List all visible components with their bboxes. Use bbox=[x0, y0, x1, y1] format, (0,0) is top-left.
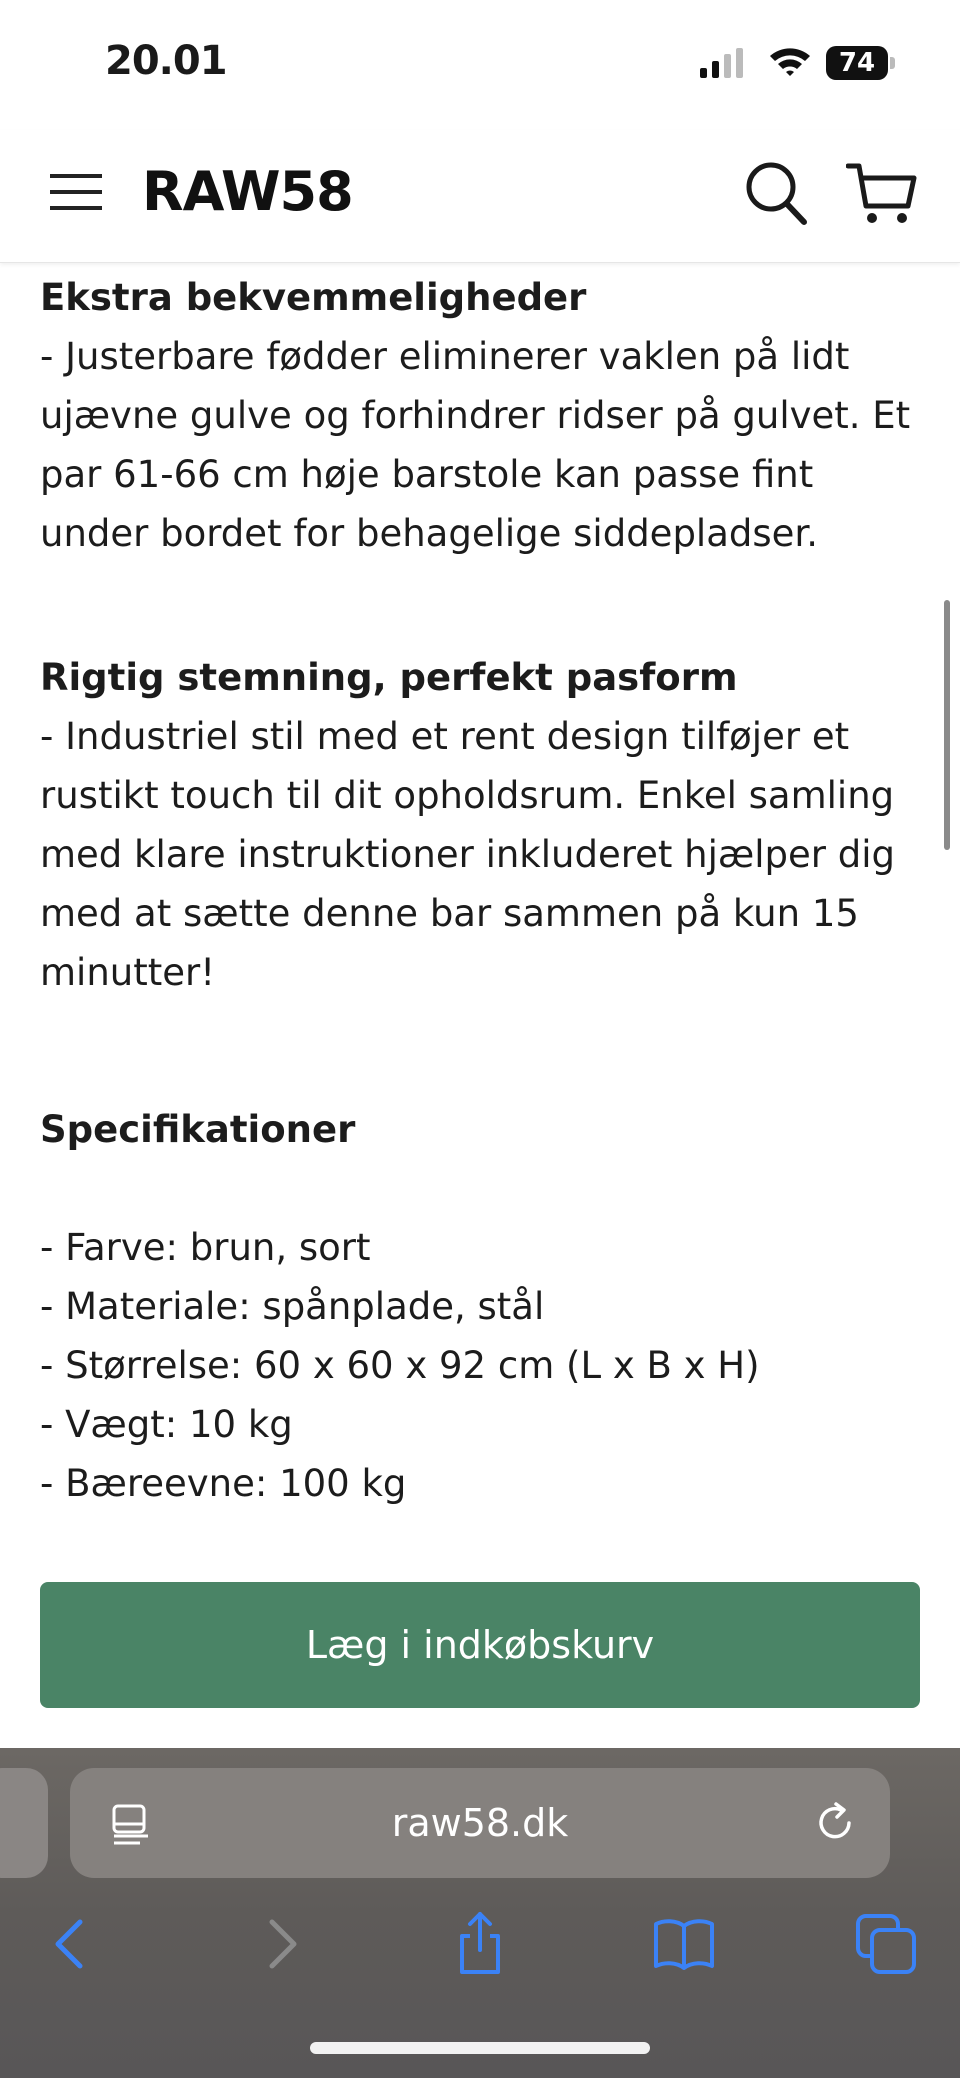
reload-icon[interactable] bbox=[812, 1800, 858, 1846]
scrollbar[interactable] bbox=[944, 600, 950, 850]
section-body: - Industriel stil med et rent design tilføjer et rustikt touch til dit opholdsrum. Enkel samling med klare instruktioner inkluderet hjælper dig med at sætte denne bar sammen på kun 15 minutter! bbox=[40, 715, 895, 994]
bookmarks-icon[interactable] bbox=[648, 1908, 720, 1980]
spec-list bbox=[40, 1218, 930, 1513]
home-indicator[interactable] bbox=[310, 2042, 650, 2054]
search-icon[interactable] bbox=[744, 160, 808, 226]
status-bar bbox=[0, 0, 960, 130]
section-heading: Ekstra bekvemmeligheder bbox=[40, 276, 587, 319]
hamburger-menu-icon[interactable] bbox=[50, 168, 104, 216]
cart-icon[interactable] bbox=[846, 160, 918, 226]
add-to-cart-button[interactable]: Læg i indkøbskurv bbox=[40, 1582, 920, 1708]
battery-level: 74 bbox=[826, 46, 888, 80]
url-text[interactable]: raw58.dk bbox=[391, 1801, 569, 1845]
site-header bbox=[0, 130, 960, 263]
wifi-icon bbox=[768, 44, 812, 78]
description-section bbox=[40, 268, 930, 563]
browser-nav-row bbox=[0, 1908, 960, 1980]
spec-item: - Farve: brun, sort bbox=[40, 1226, 371, 1269]
battery-icon bbox=[826, 46, 896, 80]
specifications-section bbox=[40, 1100, 930, 1159]
section-heading: Rigtig stemning, perfekt pasform bbox=[40, 656, 738, 699]
previous-tab-preview[interactable] bbox=[0, 1768, 48, 1878]
cellular-signal-icon bbox=[700, 48, 746, 78]
back-icon[interactable] bbox=[36, 1908, 108, 1980]
share-icon[interactable] bbox=[444, 1908, 516, 1980]
tabs-icon[interactable] bbox=[850, 1908, 922, 1980]
browser-toolbar bbox=[0, 1748, 960, 2078]
forward-icon[interactable] bbox=[244, 1908, 316, 1980]
section-heading: Specifikationer bbox=[40, 1108, 356, 1151]
spec-item: - Materiale: spånplade, stål bbox=[40, 1285, 545, 1328]
section-body: - Justerbare fødder eliminerer vaklen på lidt ujævne gulve og forhindrer ridser på gulvet. Et par 61-66 cm høje barstole kan passe fint under bordet for behagelige siddepladser. bbox=[40, 335, 911, 555]
spec-item: - Bæreevne: 100 kg bbox=[40, 1462, 407, 1505]
spec-item: - Størrelse: 60 x 60 x 92 cm (L x B x H) bbox=[40, 1344, 760, 1387]
address-bar[interactable] bbox=[70, 1768, 890, 1878]
status-time: 20.01 bbox=[105, 38, 227, 84]
spec-item: - Vægt: 10 kg bbox=[40, 1403, 293, 1446]
site-logo[interactable]: RAW58 bbox=[142, 160, 353, 223]
description-section bbox=[40, 648, 930, 1002]
